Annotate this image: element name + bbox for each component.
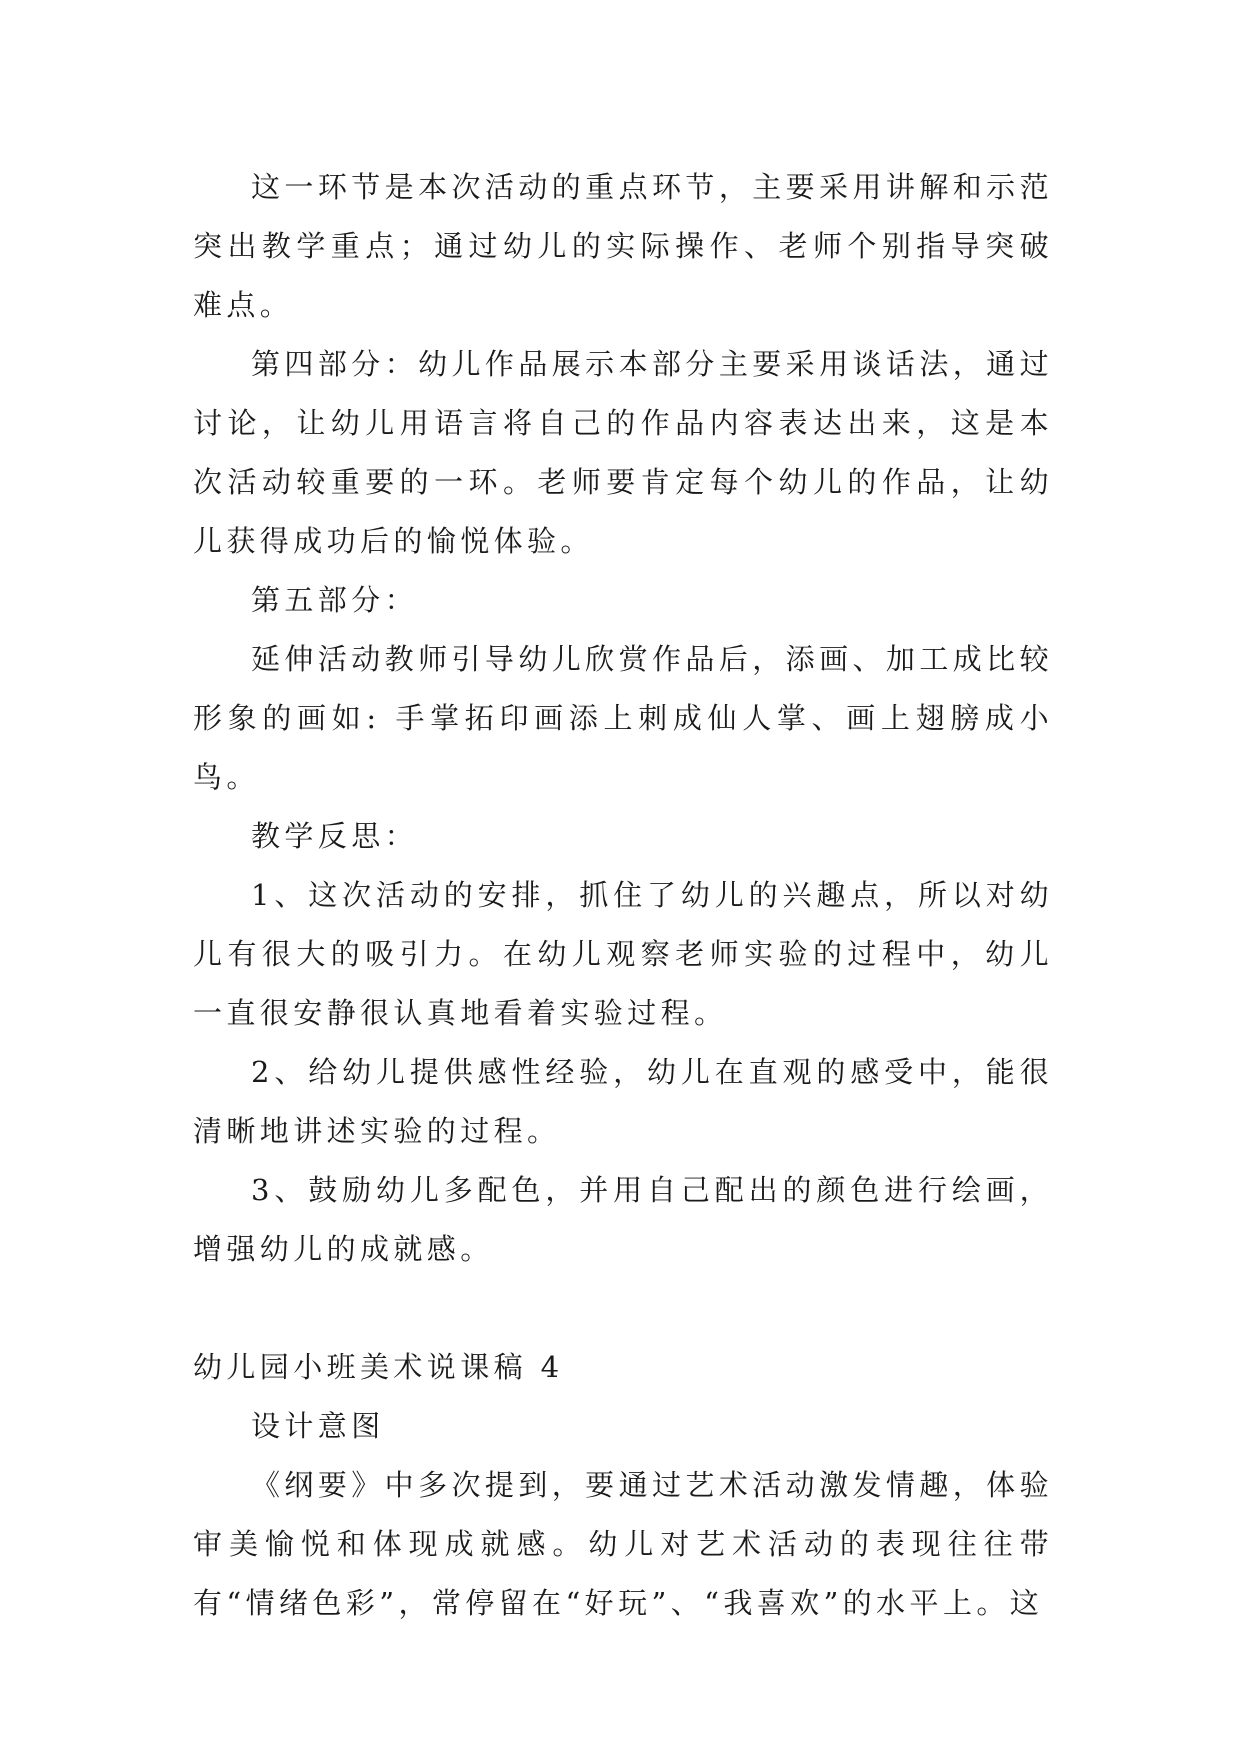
paragraph: 第四部分：幼儿作品展示本部分主要采用谈话法，通过讨论，让幼儿用语言将自己的作品内容表达出来，这是本次活动较重要的一环。老师要肯定每个幼儿的作品，让幼儿获得成功后的愉悦体验。: [193, 347, 1053, 558]
section-title: 幼儿园小班美术说课稿 4: [193, 1350, 564, 1384]
paragraph: 《纲要》中多次提到，要通过艺术活动激发情趣，体验审美愉悦和体现成就感。幼儿对艺术活动的表现往往带有“情绪色彩”，常停留在“好玩”、“我喜欢”的水平上。这: [193, 1468, 1053, 1620]
paragraph: 2、给幼儿提供感性经验，幼儿在直观的感受中，能很清晰地讲述实验的过程。: [193, 1055, 1053, 1148]
paragraph: 设计意图: [251, 1409, 385, 1443]
paragraph: 第五部分：: [251, 583, 419, 617]
paragraph: 教学反思：: [251, 819, 419, 853]
section-spacer: [193, 1279, 1053, 1338]
paragraph: 延伸活动教师引导幼儿欣赏作品后，添画、加工成比较形象的画如: 手掌拓印画添上刺成仙人掌、画上翅膀成小鸟。: [193, 642, 1053, 794]
paragraph: 1、这次活动的安排，抓住了幼儿的兴趣点，所以对幼儿有很大的吸引力。在幼儿观察老师实验的过程中，幼儿一直很安静很认真地看着实验过程。: [193, 878, 1053, 1030]
paragraph: 3、鼓励幼儿多配色，并用自己配出的颜色进行绘画，增强幼儿的成就感。: [193, 1173, 1053, 1266]
paragraph: 这一环节是本次活动的重点环节，主要采用讲解和示范突出教学重点；通过幼儿的实际操作、老师个别指导突破难点。: [193, 170, 1053, 322]
document-body: [193, 158, 1053, 1633]
